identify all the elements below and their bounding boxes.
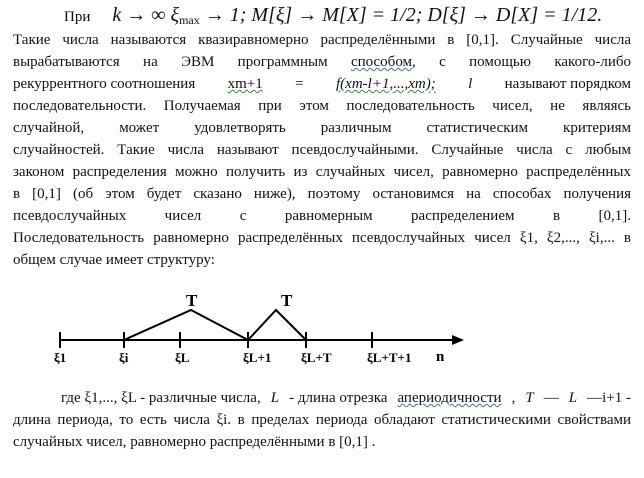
footer-line-1: [13, 388, 631, 408]
text-line-2a: вырабатываются на ЭВМ программным: [13, 54, 351, 70]
footer-line-1g: —: [543, 390, 559, 406]
text-line-3f: называют порядком: [504, 76, 631, 92]
formula-rest: → 1; M[ξ] → M[X] = 1/2; D[ξ] → D[X] = 1/12.: [199, 4, 603, 26]
text-line-10: Последовательность равномерно распределённых псевдослучайных чисел ξ1, ξ2,..., ξi,... в: [13, 230, 631, 246]
footer-line-1d: апериодичности: [397, 390, 502, 406]
formula-prefix: При: [64, 9, 91, 25]
text-line-6: случайностей. Такие числа называют псевдослучайными. Случайные числа с любым: [13, 142, 631, 158]
footer-line-1c: - длина отрезка: [289, 390, 388, 406]
period-arc-2: [248, 310, 306, 340]
axis-label: n: [436, 349, 445, 365]
tick-label-L1: ξL+1: [243, 350, 272, 365]
text-line-7: законом распределения можно получить из случайных чисел, равномерно распределённых: [13, 164, 631, 180]
text-line-3e: l: [468, 76, 473, 92]
tick-label-i: ξi: [119, 350, 129, 365]
footer-line-1e: ,: [511, 390, 516, 406]
footer-line-3: случайных чисел, равномерно распределёнными в [0,1] .: [13, 434, 376, 450]
text-line-11: общем случае имеет структуру:: [13, 252, 215, 268]
footer-line-1i: —i+1 -: [587, 390, 631, 406]
tick-label-LT1: ξL+T+1: [367, 350, 412, 365]
text-line-3b: xm+1: [227, 76, 263, 92]
period-label-2: T: [281, 291, 293, 310]
tick-label-L: ξL: [175, 350, 190, 365]
axis-arrow: [452, 335, 464, 345]
footer-line-1a: где ξ1,..., ξL - различные числа,: [61, 390, 261, 406]
footer-line-1f: T: [525, 390, 534, 406]
text-line-4: последовательности. Получаемая при этом последовательность чисел, не являясь: [13, 98, 631, 114]
formula-line: [64, 4, 602, 28]
tick-label-1: ξ1: [54, 350, 67, 365]
text-line-2c: , с помощью какого-либо: [412, 54, 631, 70]
period-arc-1: [124, 310, 248, 340]
tick-label-LT: ξL+T: [301, 350, 332, 365]
text-line-5: случайной, может удовлетворять различным статистическим критериям: [13, 120, 631, 136]
text-line-3a: рекуррентного соотношения: [13, 76, 196, 92]
text-line-9: псевдослучайных чисел с равномерным распределением в [0,1].: [13, 208, 631, 224]
footer-line-1b: L: [270, 390, 280, 406]
period-label-1: T: [186, 291, 198, 310]
text-line-2b: способом: [350, 54, 413, 70]
text-line-1: Такие числа называются квазиравномерно распределёнными в [0,1]. Случайные числа: [13, 32, 631, 48]
sequence-diagram: [0, 282, 644, 392]
formula-sub: max: [179, 13, 200, 27]
footer-line-1h: L: [568, 390, 578, 406]
footer-line-2: длина периода, то есть числа ξi. в пределах периода обладают статистическими свойствами: [13, 412, 631, 428]
text-line-3d: f(xm-l+1,...,xm);: [336, 76, 436, 92]
text-line-8: в [0,1] (об этом будет сказано ниже), поэтому остановимся на способах получения: [13, 186, 631, 202]
text-line-3: [13, 74, 631, 94]
text-line-2: [13, 52, 631, 72]
formula-math: k → ∞ ξ: [112, 4, 180, 26]
text-line-3c: =: [295, 76, 304, 92]
